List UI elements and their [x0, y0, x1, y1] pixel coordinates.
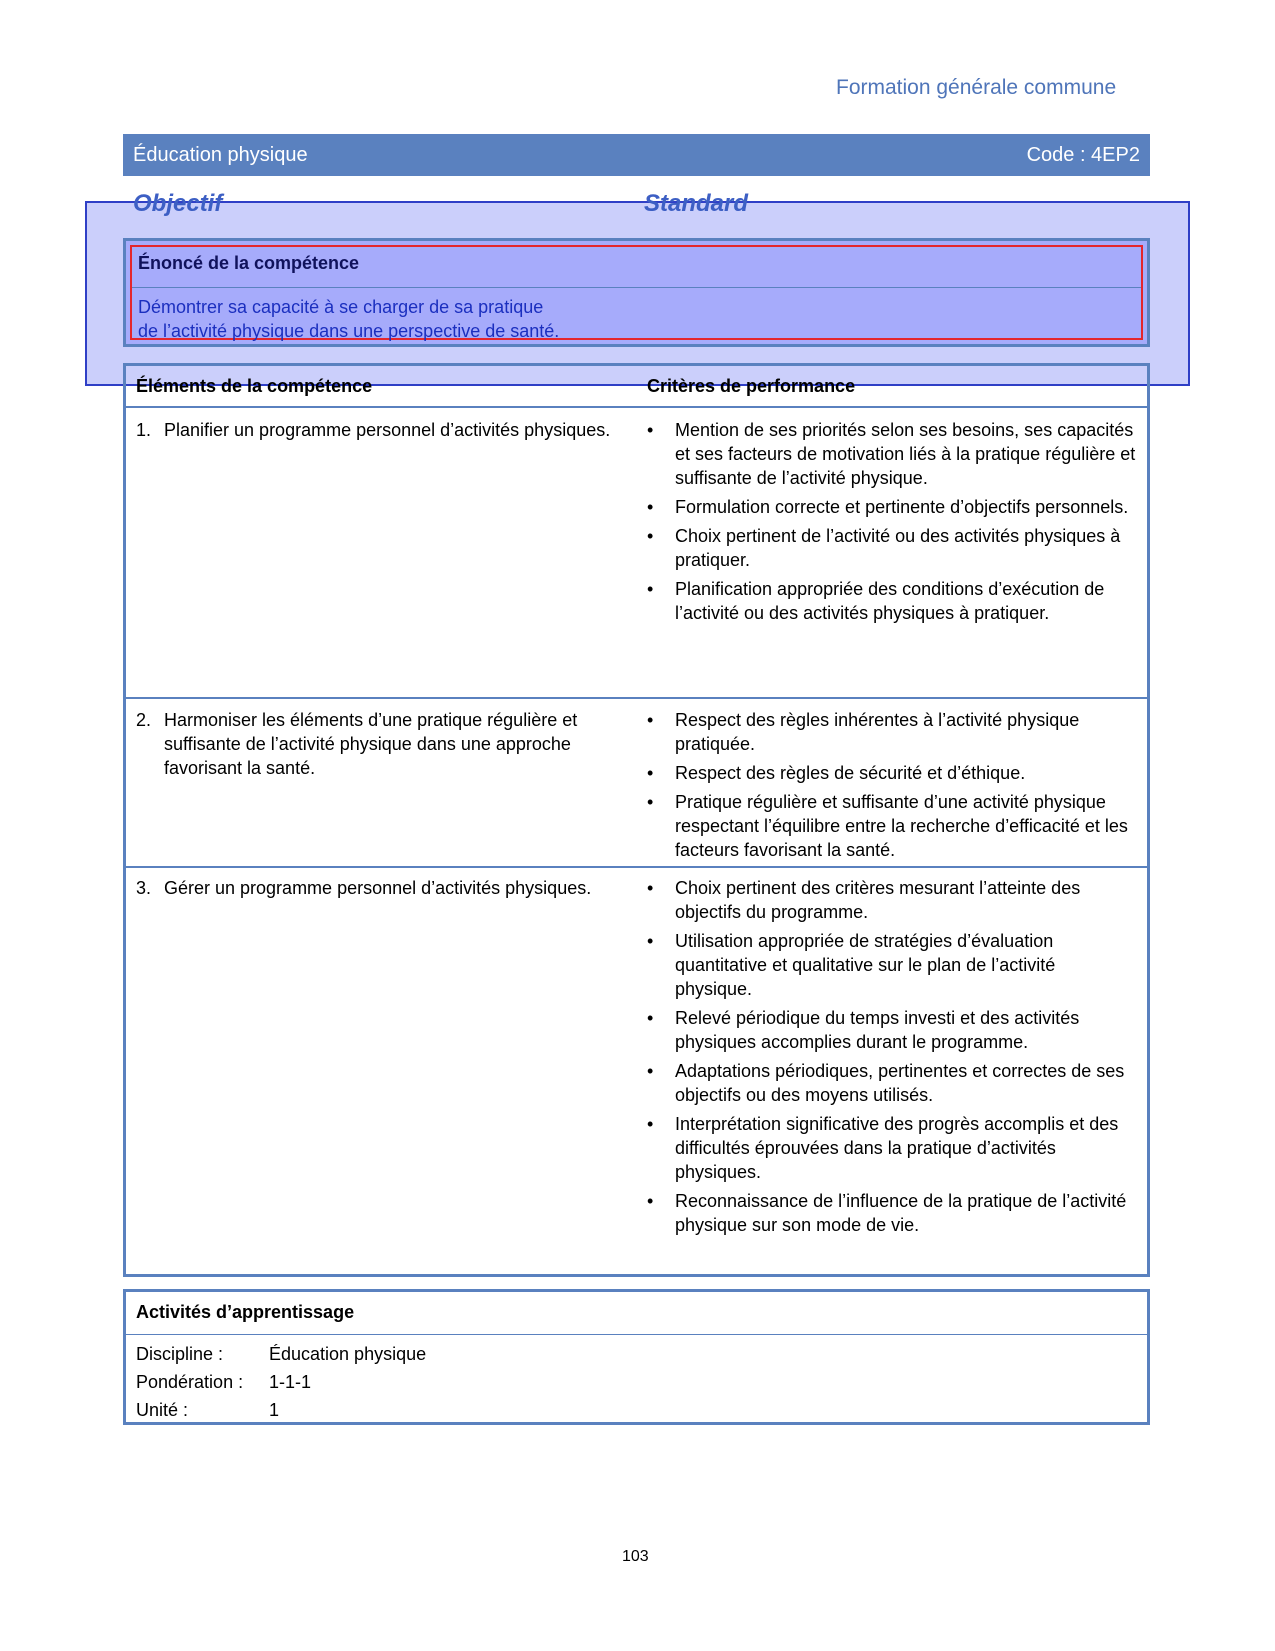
divider: [126, 1334, 1147, 1335]
unite-label: Unité :: [136, 1400, 189, 1420]
discipline-label: Discipline :: [136, 1344, 224, 1364]
critere-item: • Interprétation significative des progrès accomplis et des difficultés éprouvées dans la pratique d’activités physiques.: [647, 1112, 1137, 1184]
critere-item: • Pratique régulière et suffisante d’une activité physique respectant l’équilibre entre la recherche d’efficacité et les facteurs favorisant la santé.: [647, 790, 1137, 862]
col-header-criteres: Critères de performance: [647, 376, 856, 396]
enonce-selection: [130, 245, 1143, 340]
element-number: 1.: [136, 420, 152, 440]
activites-box: [123, 1289, 1150, 1425]
course-banner: [123, 134, 1150, 176]
element-text: Gérer un programme personnel d’activités physiques.: [164, 878, 592, 898]
enonce-box: [123, 238, 1150, 347]
critere-item: • Utilisation appropriée de stratégies d’évaluation quantitative et qualitative sur le plan de l’activité physique.: [647, 929, 1137, 1001]
divider: [126, 697, 1147, 699]
critere-item: • Respect des règles de sécurité et d’éthique.: [647, 761, 1137, 785]
course-code: Code : 4EP2: [1026, 143, 1140, 166]
unite-row: [136, 1400, 279, 1421]
course-title: Éducation physique: [133, 143, 308, 166]
element-2: [136, 708, 636, 780]
element-text: Planifier un programme personnel d’activités physiques.: [164, 420, 611, 440]
critere-item: • Choix pertinent de l’activité ou des activités physiques à pratiquer.: [647, 524, 1137, 572]
element-1: [136, 418, 636, 442]
element-text: Harmoniser les éléments d’une pratique régulière et suffisante de l’activité physique dans une approche favorisant la santé.: [164, 710, 578, 778]
discipline-value: Éducation physique: [269, 1344, 427, 1364]
divider: [126, 866, 1147, 868]
critere-item: • Mention de ses priorités selon ses besoins, ses capacités et ses facteurs de motivation liés à la pratique régulière et suffisante de l’activité physique.: [647, 418, 1137, 490]
criteres-list-2: [647, 708, 1137, 867]
criteres-list-3: [647, 876, 1137, 1242]
critere-item: • Formulation correcte et pertinente d’objectifs personnels.: [647, 495, 1137, 519]
activites-title: Activités d’apprentissage: [136, 1302, 355, 1322]
divider: [126, 406, 1147, 408]
divider: [132, 287, 1141, 288]
enonce-line-2: de l’activité physique dans une perspective de santé.: [138, 321, 560, 341]
enonce-line-1: Démontrer sa capacité à se charger de sa pratique: [138, 297, 544, 317]
critere-item: • Relevé périodique du temps investi et des activités physiques accomplies durant le programme.: [647, 1006, 1137, 1054]
element-number: 3.: [136, 878, 152, 898]
standard-heading: Standard: [644, 190, 749, 217]
objectif-heading: Objectif: [133, 190, 223, 217]
page-number: 103: [622, 1548, 649, 1565]
ponderation-value: 1-1-1: [269, 1372, 312, 1392]
section-title: Formation générale commune: [836, 76, 1117, 99]
competence-table: [123, 363, 1150, 1277]
ponderation-row: [136, 1372, 311, 1393]
discipline-row: [136, 1344, 426, 1365]
critere-item: • Adaptations périodiques, pertinentes et correctes de ses objectifs ou des moyens utilisés.: [647, 1059, 1137, 1107]
critere-item: • Choix pertinent des critères mesurant l’atteinte des objectifs du programme.: [647, 876, 1137, 924]
critere-item: • Respect des règles inhérentes à l’activité physique pratiquée.: [647, 708, 1137, 756]
enonce-title: Énoncé de la compétence: [138, 253, 360, 273]
element-number: 2.: [136, 710, 152, 730]
critere-item: • Reconnaissance de l’influence de la pratique de l’activité physique sur son mode de vie.: [647, 1189, 1137, 1237]
criteres-list-1: [647, 418, 1137, 630]
critere-item: • Planification appropriée des conditions d’exécution de l’activité ou des activités physiques à pratiquer.: [647, 577, 1137, 625]
col-header-elements: Éléments de la compétence: [136, 376, 373, 396]
unite-value: 1: [269, 1400, 280, 1420]
enonce-text: [138, 295, 658, 343]
element-3: [136, 876, 636, 900]
ponderation-label: Pondération :: [136, 1372, 244, 1392]
